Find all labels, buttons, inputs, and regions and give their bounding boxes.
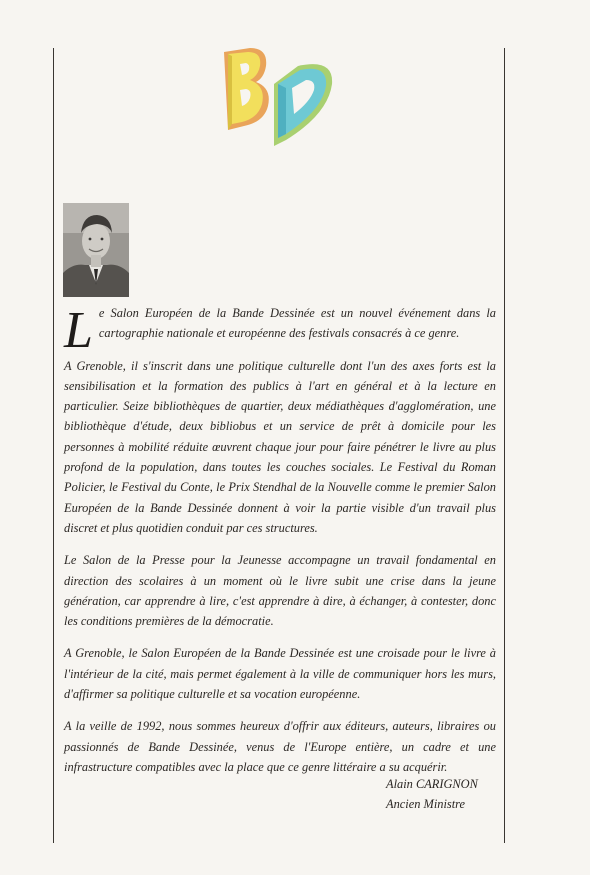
- drop-cap: L: [64, 302, 93, 359]
- letter-body: [64, 303, 496, 789]
- signature-title: Ancien Ministre: [386, 797, 466, 811]
- right-border-rule: [504, 48, 505, 843]
- bd-logo: [216, 44, 340, 152]
- letter-paragraph-5: A la veille de 1992, nous sommes heureux d'offrir aux éditeurs, auteurs, libraires ou passionnés de Bande Dessinée, venus de l'Europe entière, un cadre et une infrastructure compatibles avec la place que ce genre littéraire a su acquérir.: [64, 719, 496, 774]
- paragraph-1-text: e Salon Européen de la Bande Dessinée est un nouvel événement dans la cartographie nationale et européenne des festivals consacrés à ce genre.: [98, 306, 496, 341]
- left-border-rule: [53, 48, 54, 843]
- letter-paragraph-3: Le Salon de la Presse pour la Jeunesse accompagne un travail fondamental en direction des scolaires à un moment où le livre subit une crise dans la jeune génération, car apprendre à lire, c'est apprendre à dire, à échanger, à contester, donc les conditions premières de la démocratie.: [64, 553, 496, 629]
- signature-block: [386, 774, 506, 814]
- portrait-photo: [63, 203, 129, 297]
- letter-paragraph-1: [64, 302, 496, 359]
- letter-paragraph-2: A Grenoble, il s'inscrit dans une politique culturelle dont l'un des axes forts est la sensibilisation et la formation des publics à l'art en général et à la lecture en particulier. Seize bibliothèques de quartier, deux médiathèques d'agglomération, une bibliothèque d'étude, deux bibliobus et un service de prêt à domicile pour les personnes à mobilité réduite œuvrent chaque jour pour faire pénétrer le livre au plus profond de la population, dans toutes les couches sociales. Le Festival du Roman Policier, le Festival du Conte, le Prix Stendhal de la Nouvelle comme le premier Salon Européen de la Bande Dessinée donnent à voir la partie visible d'un travail plus discret et plus quotidien conduit par ces structures.: [64, 358, 496, 535]
- letter-paragraph-4: A Grenoble, le Salon Européen de la Bande Dessinée est une croisade pour le livre à l'intérieur de la cité, mais permet également à la ville de communiquer hors les murs, d'affirmer sa politique culturelle et sa vocation européenne.: [64, 646, 496, 702]
- signature-name: Alain CARIGNON: [386, 777, 478, 791]
